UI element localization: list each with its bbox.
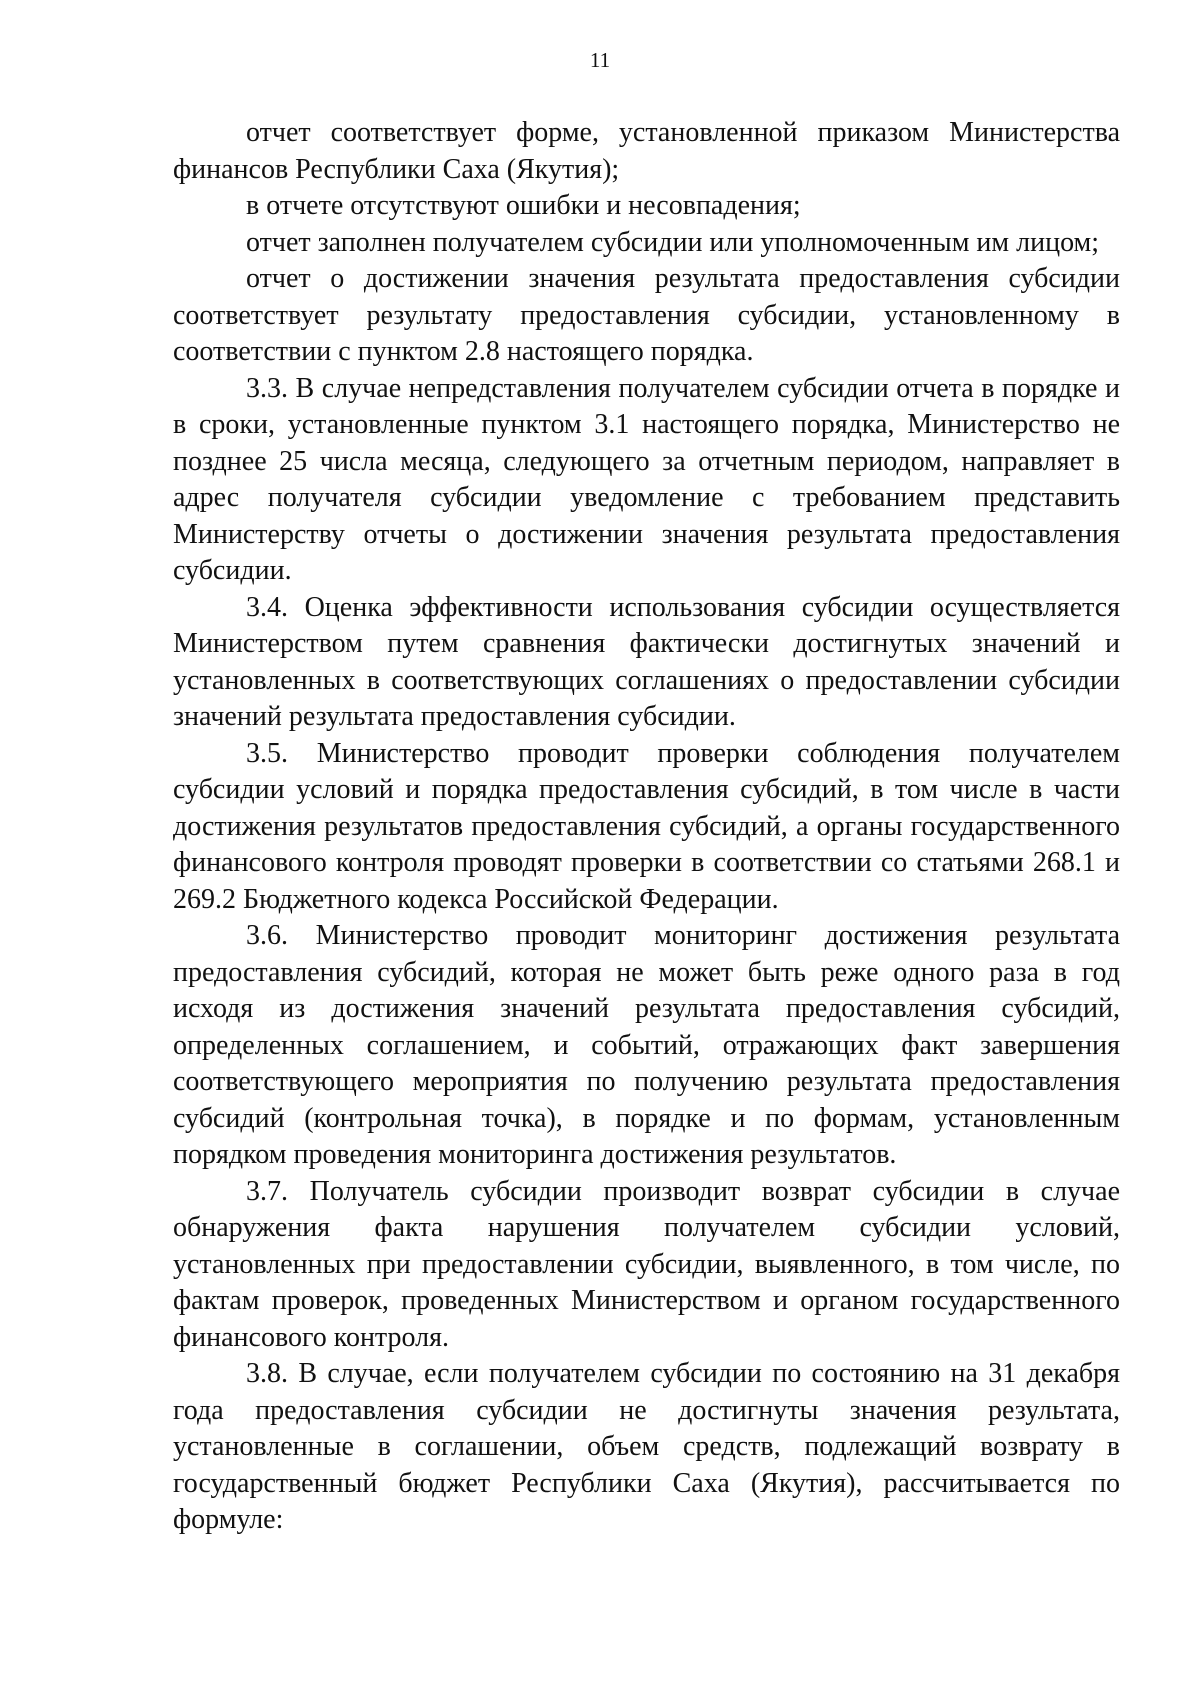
paragraph-3-7: 3.7. Получатель субсидии производит возврат субсидии в случае обнаружения факта нарушения получателем субсидии условий, установленных при предоставлении субсидии, выявленного, в том числе, по фактам проверок, проведенных Министерством и органом государственного финансового контроля.	[173, 1175, 1120, 1353]
paragraph-3-5: 3.5. Министерство проводит проверки соблюдения получателем субсидии условий и порядка предоставления субсидий, в том числе в части достижения результатов предоставления субсидий, а органы государственного финансового контроля проводят проверки в соответствии со статьями 268.1 и 269.2 Бюджетного кодекса Российской Федерации.	[173, 737, 1120, 915]
page-number: 11	[589, 48, 611, 72]
paragraph-report-errors: в отчете отсутствуют ошибки и несовпадения;	[246, 190, 801, 221]
paragraph-3-8: 3.8. В случае, если получателем субсидии по состоянию на 31 декабря года предоставления субсидии не достигнуты значения результата, установленные в соглашении, объем средств, подлежащий возврату в государственный бюджет Республики Саха (Якутия), рассчитывается по формуле:	[173, 1358, 1120, 1535]
paragraph-3-4: 3.4. Оценка эффективности использования субсидии осуществляется Министерством путем сравнения фактически достигнутых значений и установленных в соответствующих соглашениях о предоставлении субсидии значений результата предоставления субсидии.	[173, 591, 1120, 732]
paragraph-3-6: 3.6. Министерство проводит мониторинг достижения результата предоставления субсидий, которая не может быть реже одного раза в год исходя из достижения значений результата предоставления субсидий, определенных соглашением, и событий, отражающих факт завершения соответствующего мероприятия по получению результата предоставления субсидий (контрольная точка), в порядке и по формам, установленным порядком проведения мониторинга достижения результатов.	[173, 920, 1120, 1170]
paragraph-report-filled: отчет заполнен получателем субсидии или уполномоченным им лицом;	[246, 226, 1100, 258]
paragraph-3-3: 3.3. В случае непредставления получателем субсидии отчета в порядке и в сроки, установленные пунктом 3.1 настоящего порядка, Министерство не позднее 25 числа месяца, следующего за отчетным периодом, направляет в адрес получателя субсидии уведомление с требованием представить Министерству отчеты о достижении значения результата предоставления субсидии.	[173, 372, 1120, 586]
document-body	[173, 115, 1120, 1539]
paragraph-report-form: отчет соответствует форме, установленной приказом Министерства финансов Республики Саха (Якутия);	[173, 117, 1120, 185]
paragraph-report-result: отчет о достижении значения результата предоставления субсидии соответствует результату предоставления субсидии, установленному в соответствии с пунктом 2.8 настоящего порядка.	[173, 263, 1120, 367]
page-bottom-margin	[0, 1617, 1200, 1697]
